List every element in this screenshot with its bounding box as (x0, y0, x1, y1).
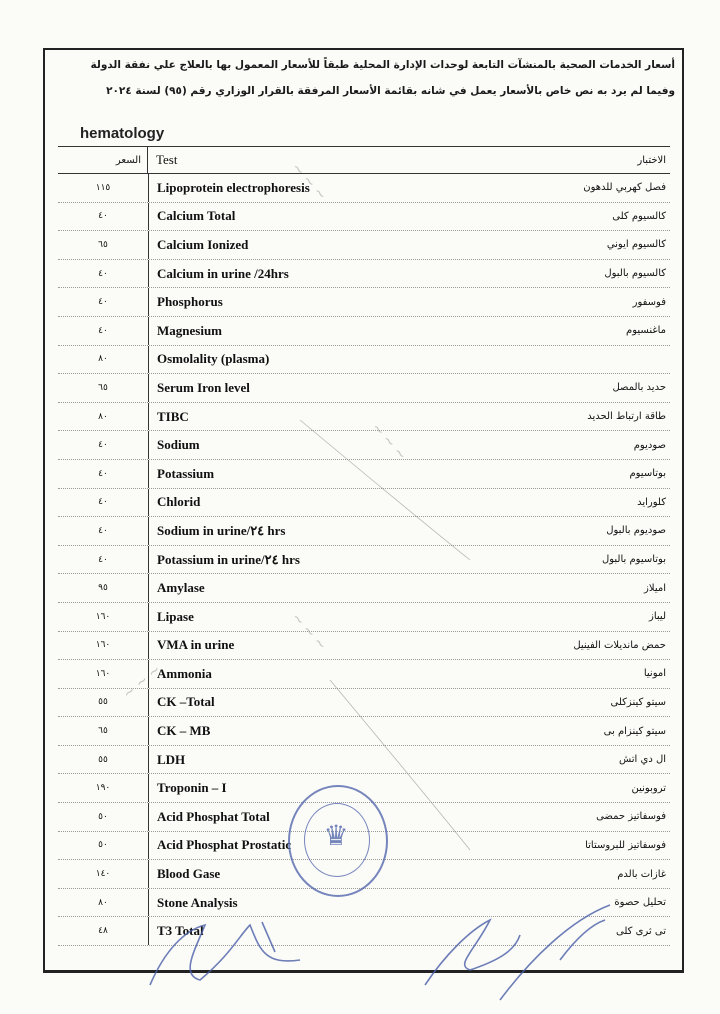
row-price: ١٦٠ (58, 603, 149, 631)
row-arabic-name: تى ثرى كلى (615, 925, 666, 937)
row-arabic-name: ال دي اتش (619, 754, 666, 766)
row-test-name: Sodium in urine/٢٤ hrs (157, 522, 286, 538)
row-test-name: TIBC (157, 408, 189, 424)
row-price: ٥٥ (58, 746, 149, 774)
row-test-name: Phosphorus (157, 294, 223, 310)
row-price: ١٦٠ (58, 660, 149, 688)
row-test-name: Lipase (157, 608, 194, 624)
row-test-name: Calcium Total (157, 208, 236, 224)
row-price: ٤٠ (58, 460, 149, 488)
row-test-name: Chlorid (157, 494, 201, 510)
row-test-name: Calcium in urine /24hrs (157, 265, 289, 281)
intro-line-2: وفيما لم يرد به نص خاص بالأسعار يعمل في شانه بقائمة الأسعار المرفقة بالقرار الوزاري رقم (٩٥) لسنة ٢٠٢٤ (106, 85, 675, 97)
row-price: ١٩٠ (58, 774, 149, 802)
row-arabic-name: كالسيوم كلى (612, 210, 666, 222)
eagle-emblem-icon: ♛ (323, 821, 349, 852)
row-arabic-name: طاقة ارتباط الحديد (587, 411, 666, 423)
row-arabic-name: فصل كهربي للدهون (583, 182, 666, 194)
row-test-name: Magnesium (157, 322, 222, 338)
row-arabic-name: امونيا (643, 668, 666, 680)
row-price: ١٤٠ (58, 860, 149, 888)
header-test: Test (156, 152, 178, 167)
row-price: ٨٠ (58, 346, 149, 374)
row-price: ٤٨ (58, 917, 149, 945)
row-test-name: Acid Phosphat Prostatic (157, 837, 292, 853)
row-arabic-name: ماغنسيوم (626, 325, 666, 337)
row-price: ٩٥ (58, 574, 149, 602)
row-test-name: Blood Gase (157, 866, 221, 882)
row-price: ٥٥ (58, 689, 149, 717)
row-price: ٤٠ (58, 203, 149, 231)
row-test-name: Potassium in urine/٢٤ hrs (157, 551, 300, 567)
official-stamp (288, 785, 388, 897)
row-price: ٤٠ (58, 546, 149, 574)
row-price: ٤٠ (58, 517, 149, 545)
row-test-name: LDH (157, 751, 186, 767)
row-price: ٨٠ (58, 403, 149, 431)
row-price: ١٦٠ (58, 632, 149, 660)
row-test-name: Acid Phosphat Total (157, 808, 270, 824)
row-test-name: Stone Analysis (157, 894, 238, 910)
row-price: ٥٠ (58, 803, 149, 831)
row-price: ٦٥ (58, 231, 149, 259)
watermark-3: ~ ~ ~ (288, 610, 330, 654)
watermark-1: ~ ~ ~ (288, 160, 330, 204)
watermark-2: ~ ~ ~ (368, 420, 410, 464)
watermark-4: ~ ~ ~ (120, 661, 165, 703)
row-test-name: Potassium (157, 465, 215, 481)
row-test-name: Serum Iron level (157, 379, 250, 395)
row-arabic-name: كلورايد (637, 496, 666, 508)
row-price: ٤٠ (58, 489, 149, 517)
row-arabic-name: غازات بالدم (617, 868, 666, 880)
row-test-name: VMA in urine (157, 637, 235, 653)
header-price: السعر (58, 147, 148, 173)
row-test-name: Calcium Ionized (157, 236, 249, 252)
row-arabic-name: حمض مانديلات الفينيل (573, 639, 666, 651)
row-arabic-name: بوتاسيوم بالبول (601, 554, 666, 566)
row-test-name: Amylase (157, 580, 205, 596)
row-arabic-name: صوديوم (633, 439, 666, 451)
row-price: ٨٠ (58, 889, 149, 917)
row-arabic-name: تروبونين (631, 782, 666, 794)
row-test-name: Osmolality (plasma) (157, 351, 270, 367)
row-arabic-name: سيتو كينزكلى (610, 696, 666, 708)
row-arabic-name: سيتو كينزام بى (603, 725, 666, 737)
row-price: ١١٥ (58, 174, 149, 202)
row-arabic-name: تحليل حصوة (614, 897, 666, 909)
row-arabic-name: بوتاسيوم (629, 468, 666, 480)
row-price: ٤٠ (58, 288, 149, 316)
row-arabic-name: فوسفاتيز للبروستاتا (585, 839, 666, 851)
row-price: ٤٠ (58, 431, 149, 459)
row-price: ٦٥ (58, 374, 149, 402)
row-arabic-name: فوسفاتيز حمضى (596, 811, 666, 823)
header-arabic: الاختبار (637, 154, 666, 166)
row-test-name: Troponin – I (157, 780, 227, 796)
row-price: ٥٠ (58, 832, 149, 860)
section-title: hematology (80, 125, 165, 142)
row-arabic-name: صوديوم بالبول (606, 525, 666, 537)
row-arabic-name: حديد بالمصل (612, 382, 666, 394)
row-arabic-name: كالسيوم ايوني (606, 239, 666, 251)
row-price: ٤٠ (58, 317, 149, 345)
row-arabic-name: ليباز (649, 611, 666, 623)
row-test-name: T3 Total (157, 923, 204, 939)
row-test-name: Ammonia (157, 665, 212, 681)
row-test-name: CK – MB (157, 723, 211, 739)
intro-line-1: أسعار الخدمات الصحية بالمنشآت التابعة لوحدات الإدارة المحلية طبقاً للأسعار المعمول بها بالعلاج علي نفقة الدولة (90, 59, 675, 71)
row-test-name: Lipoprotein electrophoresis (157, 179, 310, 195)
row-test-name: CK –Total (157, 694, 215, 710)
row-test-name: Sodium (157, 437, 200, 453)
row-arabic-name: كالسيوم بالبول (604, 268, 666, 280)
row-arabic-name: فوسفور (632, 296, 666, 308)
row-price: ٦٥ (58, 717, 149, 745)
row-arabic-name: اميلاز (644, 582, 666, 594)
row-price: ٤٠ (58, 260, 149, 288)
